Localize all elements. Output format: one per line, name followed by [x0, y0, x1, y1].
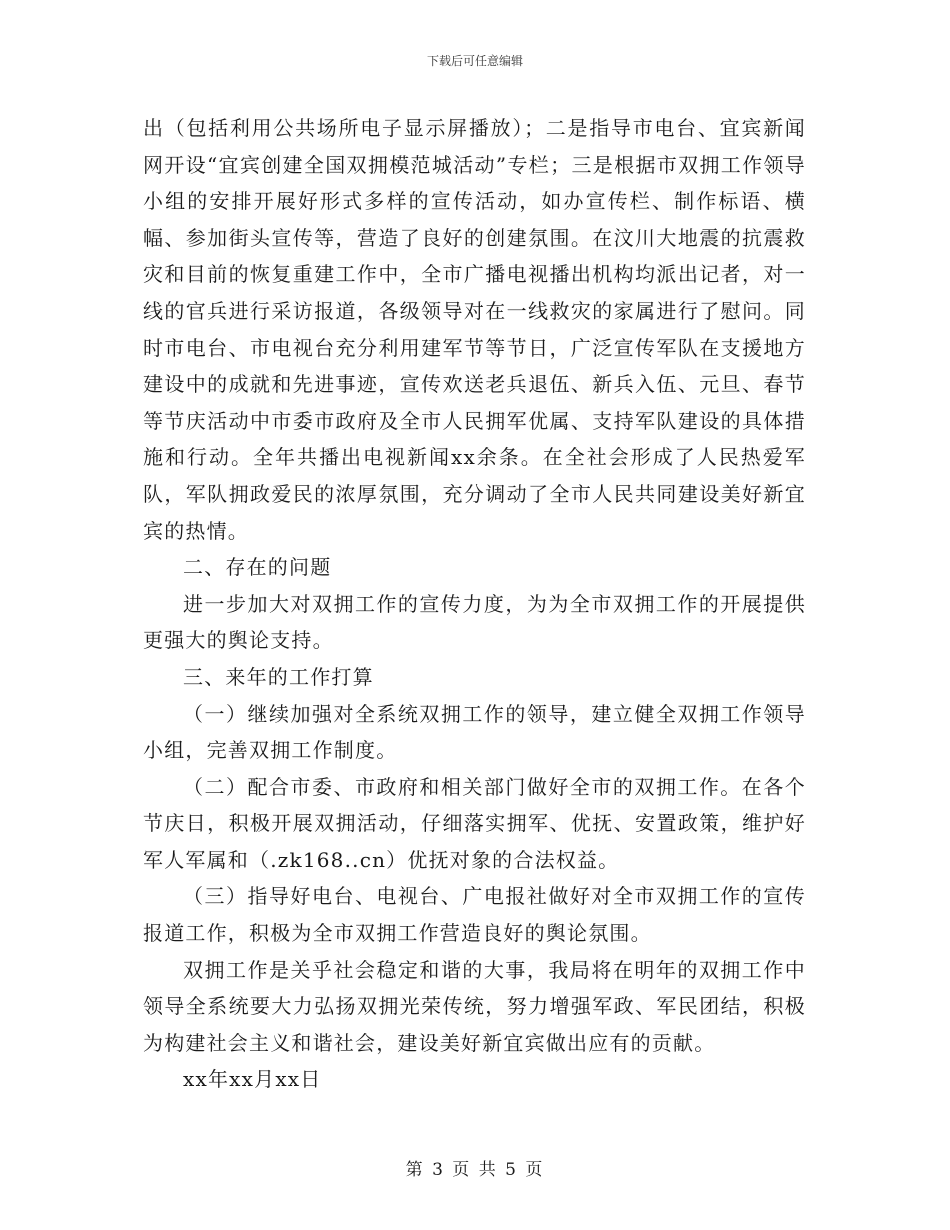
- section-heading-plans: 三、来年的工作打算: [183, 664, 374, 689]
- header-note: 下载后可任意编辑: [426, 54, 523, 68]
- paragraph-problems: 进一步加大对双拥工作的宣传力度，为为全市双拥工作的开展提供更强大的舆论支持。: [143, 591, 806, 653]
- plan-item-2: （二）配合市委、市政府和相关部门做好全市的双拥工作。在各个节庆日，积极开展双拥活动，仔细落实拥军、优抚、安置政策，维护好军人军属和（.zk168..cn）优抚对象的合法权益。: [143, 774, 806, 872]
- section-heading-problems: 二、存在的问题: [183, 555, 332, 580]
- page-number: 第 3 页 共 5 页: [405, 1160, 545, 1180]
- paragraph-conclusion: 双拥工作是关乎社会稳定和谐的大事，我局将在明年的双拥工作中领导全系统要大力弘扬双拥光荣传统，努力增强军政、军民团结，积极为构建社会主义和谐社会，建设美好新宜宾做出应有的贡献。: [143, 957, 806, 1055]
- document-body: [143, 110, 806, 1098]
- document-date: xx年xx月xx日: [183, 1067, 322, 1092]
- plan-item-3: （三）指导好电台、电视台、广电报社做好对全市双拥工作的宣传报道工作，积极为全市双拥工作营造良好的舆论氛围。: [143, 884, 806, 946]
- paragraph-publicity: 出（包括利用公共场所电子显示屏播放）；二是指导市电台、宜宾新闻网开设“宜宾创建全国双拥模范城活动”专栏；三是根据市双拥工作领导小组的安排开展好形式多样的宣传活动，如办宣传栏、制作标语、横幅、参加街头宣传等，营造了良好的创建氛围。在汶川大地震的抗震救灾和目前的恢复重建工作中，全市广播电视播出机构均派出记者，对一线的官兵进行采访报道，各级领导对在一线救灾的家属进行了慰问。同时市电台、市电视台充分利用建军节等节日，广泛宣传军队在支援地方建设中的成就和先进事迹，宣传欢送老兵退伍、新兵入伍、元旦、春节等节庆活动中市委市政府及全市人民拥军优属、支持军队建设的具体措施和行动。全年共播出电视新闻xx余条。在全社会形成了人民热爱军队，军队拥政爱民的浓厚氛围，充分调动了全市人民共同建设美好新宜宾的热情。: [143, 116, 806, 543]
- plan-item-1: （一）继续加强对全系统双拥工作的领导，建立健全双拥工作领导小组，完善双拥工作制度。: [143, 701, 806, 763]
